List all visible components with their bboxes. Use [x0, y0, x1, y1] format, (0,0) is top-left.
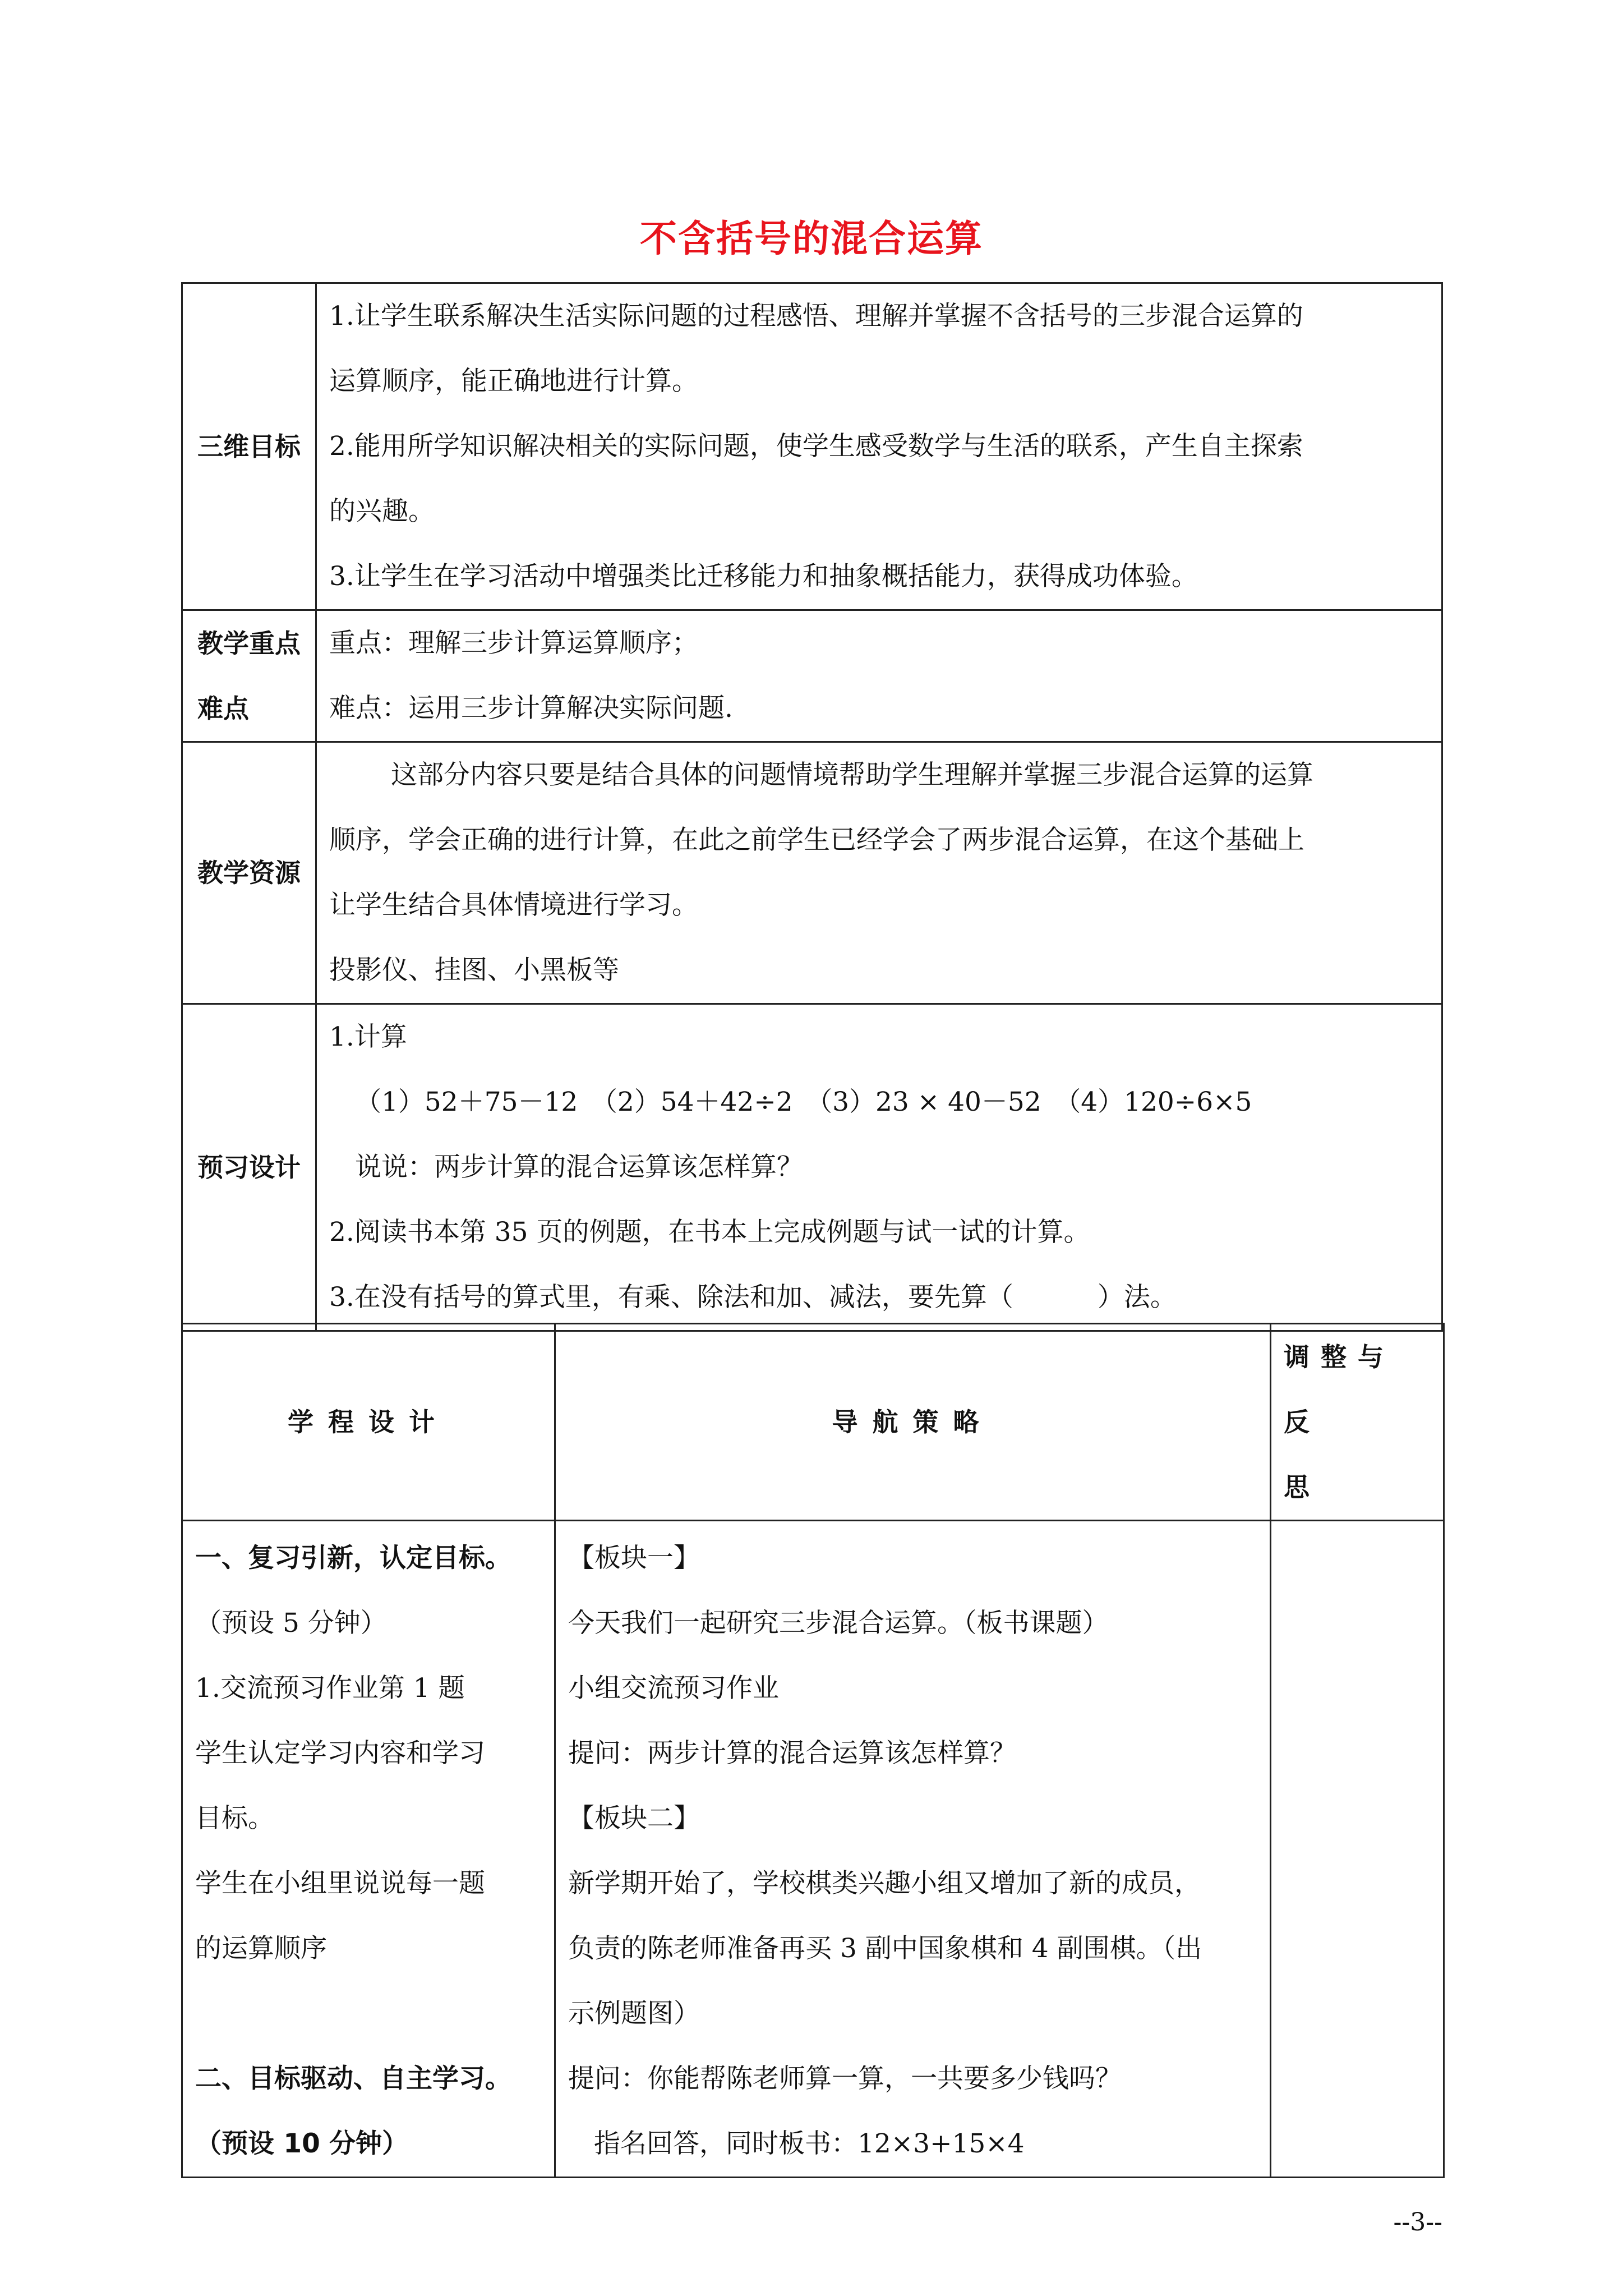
- keypoints-content: [316, 610, 1442, 742]
- navigation-line: 小组交流预习作业: [568, 1673, 779, 1704]
- header-navigation-strategy: 导航策略: [555, 1324, 1271, 1521]
- preview-line: 说说：两步计算的混合运算该怎样算？: [355, 1152, 803, 1182]
- goals-line: 运算顺序，能正确地进行计算。: [329, 366, 698, 397]
- header-adjustment: [1271, 1324, 1444, 1521]
- goals-line: 2.能用所学知识解决相关的实际问题，使学生感受数学与生活的联系，产生自主探索: [329, 431, 1303, 462]
- navigation-line: 提问：你能帮陈老师算一算，一共要多少钱吗？: [568, 2063, 1122, 2094]
- learning-step-line: （预设 10 分钟）: [195, 2128, 409, 2159]
- header-adjustment-line-1: 调整与反: [1284, 1342, 1395, 1437]
- keypoints-label: [182, 610, 316, 742]
- learning-step-line: 学生认定学习内容和学习: [195, 1738, 485, 1769]
- plan-info-table: [181, 282, 1443, 1332]
- keypoint-line: 重点：理解三步计算运算顺序；: [329, 628, 698, 659]
- resources-line: 让学生结合具体情境进行学习。: [329, 890, 698, 921]
- learning-step-line: 学生在小组里说说每一题: [195, 1868, 485, 1899]
- goals-line: 1.让学生联系解决生活实际问题的过程感悟、理解并掌握不含括号的三步混合运算的: [329, 301, 1303, 332]
- navigation-line: 示例题图）: [568, 1998, 700, 2029]
- header-learning-design: 学程设计: [182, 1324, 555, 1521]
- process-header-row: [182, 1324, 1444, 1521]
- learning-step-line: 1.交流预习作业第 1 题: [195, 1673, 465, 1704]
- learning-step-line: （预设 5 分钟）: [195, 1608, 387, 1639]
- resources-row: [182, 742, 1442, 1004]
- preview-fill-blank: [329, 1265, 1429, 1330]
- learning-step-line: 一、复习引新，认定目标。: [195, 1543, 511, 1573]
- navigation-line: 指名回答，同时板书：12×3+15×4: [594, 2128, 1025, 2159]
- navigation-line: 【板块二】: [568, 1803, 700, 1834]
- header-adjustment-line-2: 思: [1284, 1472, 1321, 1502]
- navigation-line: 今天我们一起研究三步混合运算。（板书课题）: [568, 1608, 1109, 1639]
- adjustment-notes: [1271, 1521, 1444, 2178]
- resources-label: 教学资源: [182, 742, 316, 1004]
- fill-blank-text: 3.在没有括号的算式里，有乘、除法和加、减法，要先算（: [329, 1282, 1013, 1313]
- navigation-line: 提问：两步计算的混合运算该怎样算？: [568, 1738, 1016, 1769]
- navigation-steps: [555, 1521, 1271, 2178]
- page-number: --3--: [1393, 2208, 1442, 2237]
- navigation-line: 负责的陈老师准备再买 3 副中国象棋和 4 副围棋。（出: [568, 1933, 1202, 1964]
- goals-row: [182, 283, 1442, 610]
- keypoints-label-line-2: 难点: [197, 693, 249, 724]
- process-body-row: [182, 1521, 1444, 2178]
- resources-content: [316, 742, 1442, 1004]
- difficulty-line: 难点：运用三步计算解决实际问题.: [329, 693, 733, 724]
- preview-row: [182, 1004, 1442, 1331]
- learning-step-line: 的运算顺序: [195, 1933, 327, 1964]
- preview-content: [316, 1004, 1442, 1331]
- learning-steps: [182, 1521, 555, 2178]
- page-title: 不含括号的混合运算: [640, 217, 983, 260]
- resources-line: 投影仪、挂图、小黑板等: [329, 955, 619, 986]
- navigation-line: 新学期开始了，学校棋类兴趣小组又增加了新的成员，: [568, 1868, 1201, 1899]
- process-table: [181, 1323, 1445, 2178]
- fill-blank-text-end: ）法。: [1097, 1282, 1177, 1313]
- goals-label: 三维目标: [182, 283, 316, 610]
- keypoints-label-line-1: 教学重点: [197, 628, 301, 659]
- preview-label: 预习设计: [182, 1004, 316, 1331]
- goals-line: 的兴趣。: [329, 496, 435, 527]
- goals-line: 3.让学生在学习活动中增强类比迁移能力和抽象概括能力，获得成功体验。: [329, 561, 1198, 592]
- goals-content: [316, 283, 1442, 610]
- learning-step-spacer: [195, 1981, 542, 2046]
- learning-step-line: 二、目标驱动、自主学习。: [195, 2063, 511, 2094]
- preview-line: 2.阅读书本第 35 页的例题，在书本上完成例题与试一试的计算。: [329, 1217, 1090, 1248]
- resources-line: 这部分内容只要是结合具体的问题情境帮助学生理解并掌握三步混合运算的运算: [391, 760, 1313, 790]
- resources-line: 顺序，学会正确的进行计算，在此之前学生已经学会了两步混合运算，在这个基础上: [329, 825, 1304, 855]
- preview-line: 1.计算: [329, 1022, 407, 1052]
- keypoints-row: [182, 610, 1442, 742]
- preview-exercises: （1）52＋75－12 （2）54＋42÷2 （3）23 × 40－52 （4）120÷6×5: [355, 1087, 1252, 1117]
- learning-step-line: 目标。: [195, 1803, 274, 1834]
- navigation-line: 【板块一】: [568, 1543, 700, 1573]
